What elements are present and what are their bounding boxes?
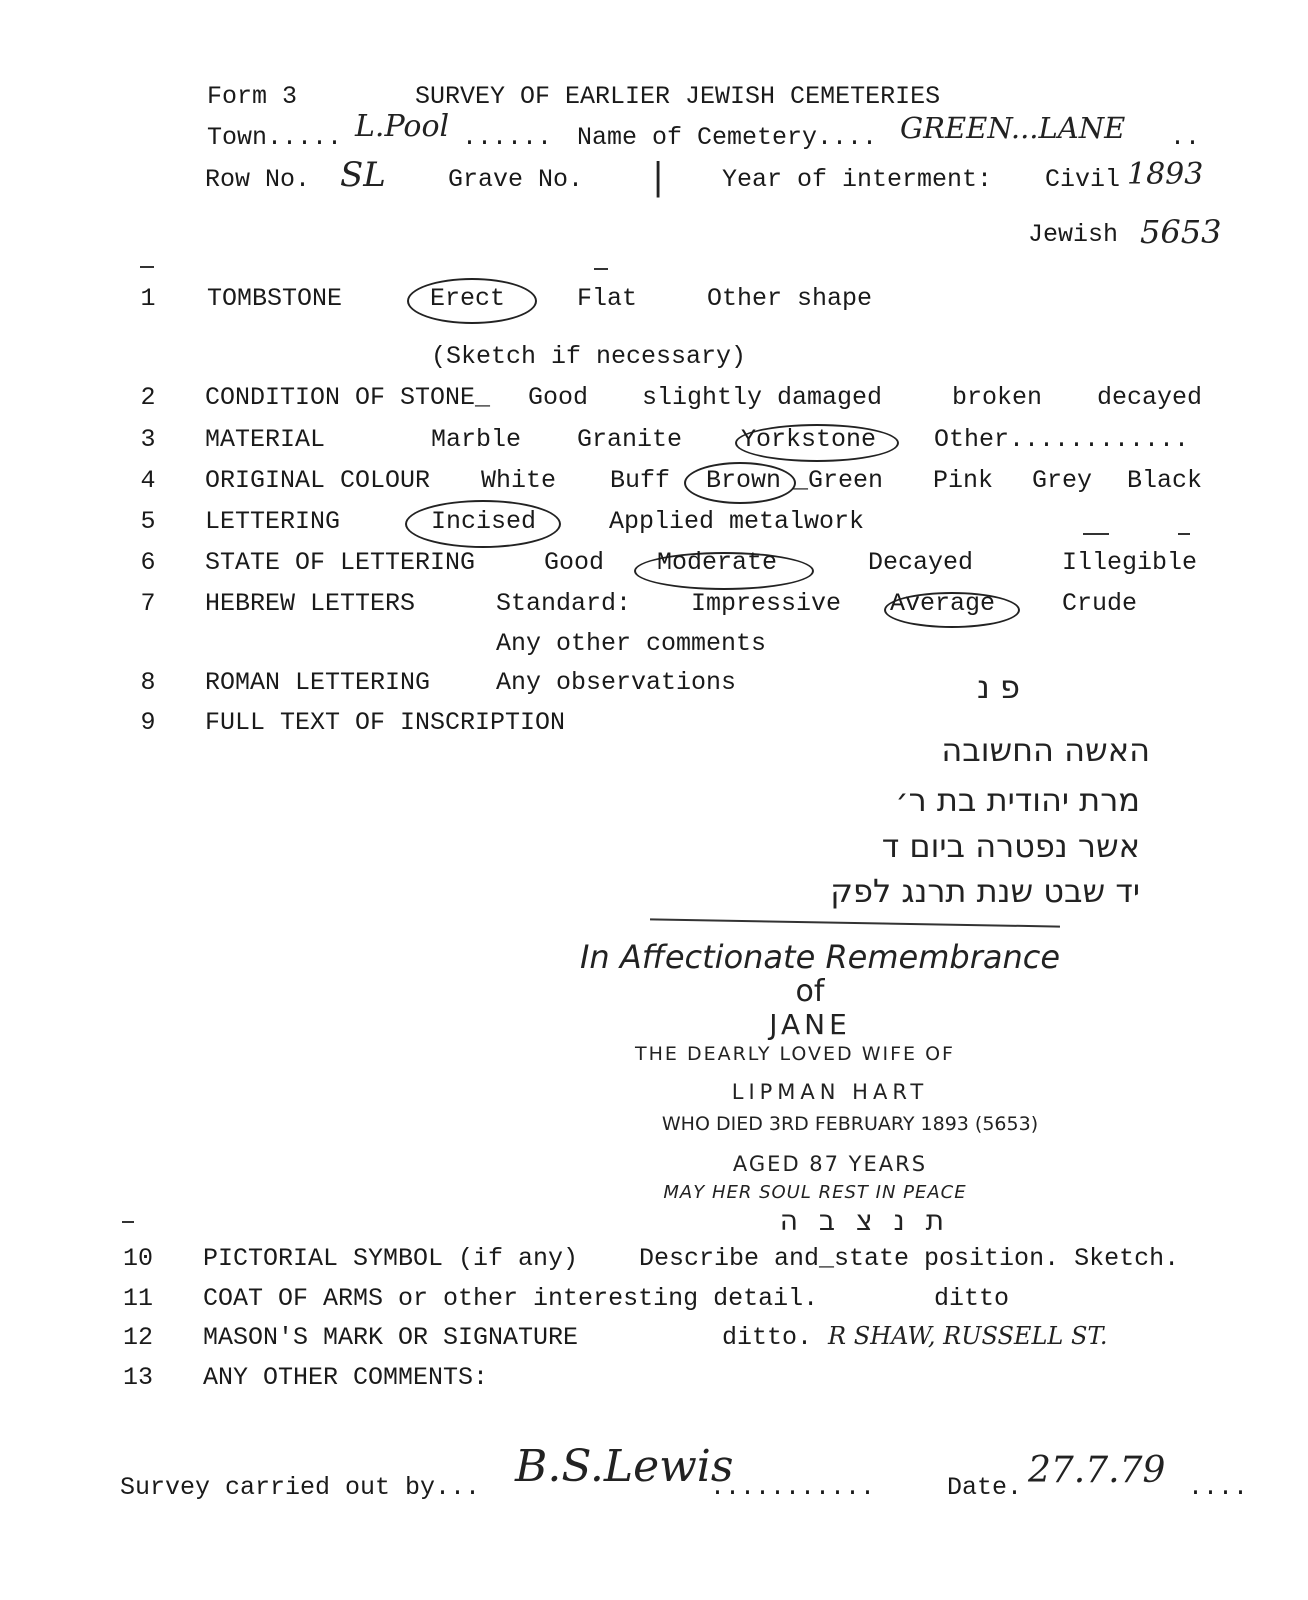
option-grey: Grey	[1032, 466, 1093, 495]
pictorial-symbol-note: Describe and_state position. Sketch.	[639, 1244, 1180, 1273]
date-dots: ....	[1188, 1473, 1249, 1502]
roman-lettering-label: ROMAN LETTERING	[205, 668, 431, 697]
civil-label: Civil	[1045, 165, 1121, 194]
cemetery-dots: ..	[1170, 123, 1201, 152]
option-green: _Green	[793, 466, 884, 495]
sketch-note: (Sketch if necessary)	[431, 342, 747, 371]
option-crude: Crude	[1062, 589, 1138, 618]
masons-mark-note: ditto.	[722, 1323, 813, 1352]
option-other: Other............	[934, 425, 1190, 454]
jewish-year-value: 5653	[1140, 213, 1222, 251]
material-label: MATERIAL	[205, 425, 326, 454]
option-illegible: Illegible	[1062, 548, 1198, 577]
survey-by-label: Survey carried out by...	[120, 1473, 481, 1502]
option-average: Average	[890, 589, 996, 618]
english-inscription-line: MAY HER SOUL REST IN PEACE	[663, 1182, 967, 1203]
hebrew-inscription-line: פ נ	[977, 668, 1020, 706]
observations-label: Any observations	[496, 668, 737, 697]
date-label: Date.	[947, 1473, 1023, 1502]
cemetery-label: Name of Cemetery....	[577, 123, 878, 152]
town-dots: ......	[462, 123, 553, 152]
option-impressive: Impressive	[691, 589, 842, 618]
option-decayed: Decayed	[868, 548, 974, 577]
margin-tick	[594, 268, 608, 270]
option-incised: Incised	[431, 507, 537, 536]
full-text-label: FULL TEXT OF INSCRIPTION	[205, 708, 566, 737]
option-erect: Erect	[430, 284, 506, 313]
hebrew-letters-label: HEBREW LETTERS	[205, 589, 416, 618]
town-value: L.Pool	[355, 109, 450, 144]
item-number: 1	[140, 284, 156, 313]
item-number: 8	[140, 668, 156, 697]
surveyor-signature: B.S.Lewis	[515, 1441, 734, 1492]
option-granite: Granite	[577, 425, 683, 454]
item-number: 9	[140, 708, 156, 737]
underline	[650, 918, 1060, 927]
survey-dots: ...........	[710, 1473, 876, 1502]
row-label: Row No.	[205, 165, 311, 194]
town-label: Town.....	[207, 123, 343, 152]
other-comments-label: Any other comments	[496, 629, 767, 658]
option-decayed: decayed	[1097, 383, 1203, 412]
margin-tick	[122, 1221, 134, 1223]
english-inscription-line: of	[795, 974, 825, 1009]
option-good: Good	[544, 548, 605, 577]
english-inscription-line: JANE	[769, 1008, 851, 1041]
grave-value: |	[652, 157, 665, 198]
other-comments-label: ANY OTHER COMMENTS:	[203, 1363, 489, 1392]
option-buff: Buff	[610, 466, 671, 495]
lettering-label: LETTERING	[205, 507, 341, 536]
option-other-shape: Other shape	[707, 284, 873, 313]
option-moderate: Moderate	[657, 548, 778, 577]
item-number: 10	[122, 1244, 153, 1273]
english-inscription-line: AGED 87 YEARS	[732, 1152, 928, 1176]
jewish-label: Jewish	[1028, 220, 1119, 249]
option-broken: broken	[952, 383, 1043, 412]
item-number: 5	[140, 507, 156, 536]
hebrew-inscription-line: מרת יהודית בת ר׳	[895, 781, 1140, 819]
margin-tick	[140, 266, 154, 268]
option-black: Black	[1127, 466, 1203, 495]
option-yorkstone: Yorkstone	[741, 425, 877, 454]
tombstone-label: TOMBSTONE	[207, 284, 343, 313]
masons-mark-label: MASON'S MARK OR SIGNATURE	[203, 1323, 579, 1352]
masons-mark-value: R SHAW, RUSSELL ST.	[828, 1322, 1108, 1350]
option-brown: Brown	[706, 466, 782, 495]
english-inscription-line: WHO DIED 3RD FEBRUARY 1893 (5653)	[661, 1113, 1039, 1135]
coat-of-arms-label: COAT OF ARMS or other interesting detail.	[203, 1284, 819, 1313]
option-white: White	[481, 466, 557, 495]
civil-year-value: 1893	[1127, 157, 1204, 192]
english-inscription-line: In Affectionate Remembrance	[579, 938, 1061, 976]
option-marble: Marble	[431, 425, 522, 454]
state-label: STATE OF LETTERING	[205, 548, 476, 577]
item-number: 12	[122, 1323, 153, 1352]
form-title: SURVEY OF EARLIER JEWISH CEMETERIES	[415, 82, 941, 111]
hebrew-inscription-footer: ת נ צ ב ה	[779, 1204, 950, 1237]
standard-label: Standard:	[496, 589, 632, 618]
margin-tick	[1178, 533, 1190, 535]
cemetery-value: GREEN...LANE	[900, 111, 1126, 145]
date-value: 27.7.79	[1028, 1450, 1166, 1491]
option-good: Good	[528, 383, 589, 412]
item-number: 2	[140, 383, 156, 412]
colour-label: ORIGINAL COLOUR	[205, 466, 431, 495]
item-number: 4	[140, 466, 156, 495]
coat-of-arms-note: ditto	[934, 1284, 1010, 1313]
option-flat: Flat	[577, 284, 638, 313]
item-number: 3	[140, 425, 156, 454]
hebrew-inscription-line: האשה החשובה	[941, 731, 1150, 769]
option-pink: Pink	[933, 466, 994, 495]
english-inscription-line: THE DEARLY LOVED WIFE OF	[635, 1043, 955, 1065]
margin-tick	[1083, 533, 1109, 535]
option-slightly-damaged: slightly damaged	[642, 383, 883, 412]
pictorial-symbol-label: PICTORIAL SYMBOL (if any)	[203, 1244, 579, 1273]
row-value: SL	[340, 155, 386, 195]
hebrew-inscription-line: יד שבט שנת תרנג לפק	[830, 872, 1140, 910]
item-number: 11	[122, 1284, 153, 1313]
item-number: 13	[122, 1363, 153, 1392]
hebrew-inscription-line: אשר נפטרה ביום ד	[881, 827, 1140, 865]
item-number: 7	[140, 589, 156, 618]
english-inscription-line: LIPMAN HART	[731, 1080, 929, 1104]
item-number: 6	[140, 548, 156, 577]
grave-label: Grave No.	[448, 165, 584, 194]
form-number: Form 3	[207, 82, 298, 111]
condition-label: CONDITION OF STONE_	[205, 383, 491, 412]
option-applied-metalwork: Applied metalwork	[609, 507, 865, 536]
year-label: Year of interment:	[722, 165, 993, 194]
